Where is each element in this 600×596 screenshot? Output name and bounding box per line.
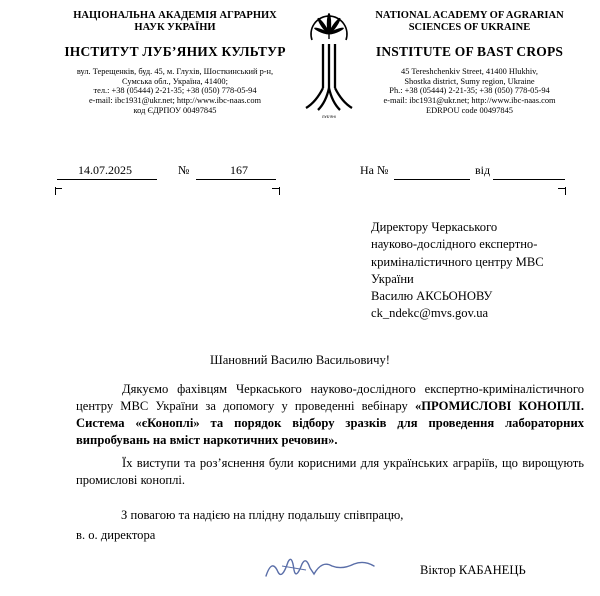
mid-corner-tick xyxy=(279,187,280,195)
mid-corner-bar xyxy=(272,187,279,189)
org-name-ua-line1: НАЦІОНАЛЬНА АКАДЕМІЯ АГРАРНИХ xyxy=(73,10,277,21)
recipient-email[interactable]: ck_ndekc@mvs.gov.ua xyxy=(371,306,489,321)
signature-scribble-icon xyxy=(262,550,382,584)
org-name-ua-line2: НАУК УКРАЇНИ xyxy=(134,22,216,34)
address-en-line: e-mail: ibc1931@ukr.net; http://www.ibc-naas.com xyxy=(383,96,556,106)
signer-name: Віктор КАБАНЕЦЬ xyxy=(420,563,526,577)
from-label: від xyxy=(475,163,491,177)
in-reply-underline xyxy=(394,178,470,180)
address-ua xyxy=(60,67,290,117)
address-en-line: EDRPOU code 00497845 xyxy=(425,106,513,116)
header-ukrainian xyxy=(60,10,290,116)
webinar-title: «ПРОМИСЛОВІ КОНОПЛІ. Система «єКоноплі» та порядок відбору зразків для проведення лабораторних випробувань на вміст наркотичних речовин». xyxy=(76,399,584,447)
from-underline xyxy=(493,178,565,180)
address-en-line: Shostka district, Sumy region, Ukraine xyxy=(404,76,535,86)
recipient-line: Василю АКСЬОНОВУ xyxy=(371,289,493,303)
header-english xyxy=(362,10,577,116)
recipient-line: України xyxy=(371,271,414,286)
greeting: Шановний Василю Васильовичу! xyxy=(210,353,390,367)
address-en xyxy=(362,67,577,117)
recipient-line: науково-дослідного експертно- xyxy=(371,237,538,252)
svg-text:ЛУБ'ЯНІ: ЛУБ'ЯНІ xyxy=(321,115,337,119)
outgoing-number: 167 xyxy=(230,163,248,177)
body-paragraph-2: Їх виступи та роз’яснення були корисними для українських аграріїв, що вирощують промислові коноплі. xyxy=(76,456,584,487)
left-corner-bar xyxy=(55,187,62,189)
address-ua-line: вул. Терещенків, буд. 45, м. Глухів, Шосткинський р-н, xyxy=(76,66,274,76)
body-paragraph-1-text: Дякуємо фахівцям Черкаського науково-дослідного експертно-криміналістичного центру МВС України за допомогу у проведенні вебінару xyxy=(76,382,584,413)
address-ua-line: тел.: +38 (05444) 2-21-35; +38 (050) 778-05-94 xyxy=(93,86,257,96)
closing-regards: З повагою та надією на плідну подальшу співпрацю, xyxy=(121,508,404,522)
recipient-block xyxy=(371,219,591,323)
address-ua-line: Сумська обл., Україна, 41400; xyxy=(122,76,228,86)
org-name-en-line1: NATIONAL ACADEMY OF AGRARIAN xyxy=(375,10,564,21)
signer-position: в. о. директора xyxy=(76,528,156,542)
right-corner-tick xyxy=(565,187,566,195)
address-en-line: Ph.: +38 (05444) 2-21-35; +38 (050) 778-05-94 xyxy=(389,86,550,96)
in-reply-label: На № xyxy=(360,163,389,177)
org-name-en-line2: SCIENCES OF UKRAINE xyxy=(408,22,531,34)
right-corner-bar xyxy=(558,187,565,189)
date-underline xyxy=(57,178,157,180)
outgoing-number-label: № xyxy=(178,163,190,177)
hemp-leaf-logo-icon xyxy=(304,10,354,122)
institute-name-en: INSTITUTE OF BAST CROPS xyxy=(375,43,564,59)
number-underline xyxy=(196,178,276,180)
address-ua-line: код ЄДРПОУ 00497845 xyxy=(133,106,217,116)
institute-name-ua: ІНСТИТУТ ЛУБ’ЯНИХ КУЛЬТУР xyxy=(64,43,286,59)
recipient-line: Директору Черкаського xyxy=(371,220,498,234)
address-ua-line: e-mail: ibc1931@ukr.net; http://www.ibc-naas.com xyxy=(88,96,262,106)
outgoing-date: 14.07.2025 xyxy=(78,163,132,177)
address-en-line: 45 Tereshchenkiv Street, 41400 Hlukhiv, xyxy=(401,66,538,76)
body-paragraph-1 xyxy=(76,381,584,449)
recipient-line: криміналістичного центру МВС xyxy=(371,254,544,269)
